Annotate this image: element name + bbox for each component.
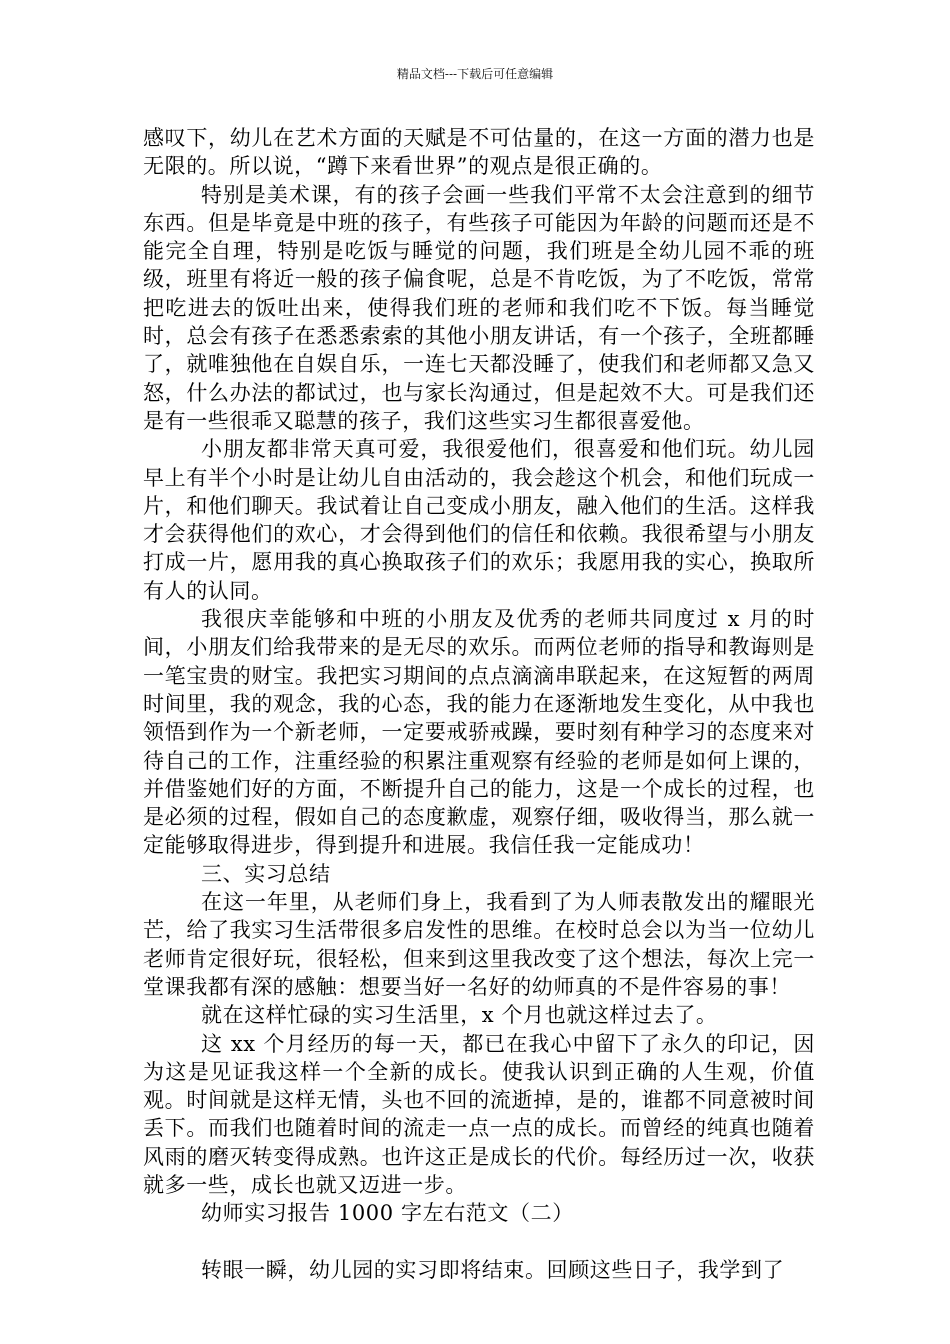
paragraph-6: 就在这样忙碌的实习生活里，x 个月也就这样过去了。 xyxy=(201,1003,718,1028)
paragraph-5: 在这一年里，从老师们身上，我看到了为人师表散发出的耀眼光芒，给了我实习生活带很多启发性的思维。在校时总会以为当一位幼儿老师肯定很好玩，很轻松，但来到这里我改变了这个想法，每次上完一堂课我都有深的感触：想要当好一名好的幼师真的不是件容易的事！ xyxy=(143,890,815,999)
document-body xyxy=(143,124,815,1284)
paragraph-3: 小朋友都非常天真可爱，我很爱他们，很喜爱和他们玩。幼儿园早上有半个小时是让幼儿自由活动的，我会趁这个机会，和他们玩成一片，和他们聊天。我试着让自己变成小朋友，融入他们的生活。这样我才会获得他们的欢心，才会得到他们的信任和依赖。我很希望与小朋友打成一片，愿用我的真心换取孩子们的欢乐；我愿用我的实心，换取所有人的认同。 xyxy=(143,437,815,603)
paragraph-4: 我很庆幸能够和中班的小朋友及优秀的老师共同度过 x 月的时间，小朋友们给我带来的是无尽的欢乐。而两位老师的指导和教诲则是一笔宝贵的财宝。我把实习期间的点点滴滴串联起来，在这短暂的两周时间里，我的观念，我的心态，我的能力在逐渐地发生变化，从中我也领悟到作为一个新老师，一定要戒骄戒躁，要时刻有种学习的态度来对待自己的工作，注重经验的积累注重观察有经验的老师是如何上课的，并借鉴她们好的方面，不断提升自己的能力，这是一个成长的过程，也是必须的过程，假如自己的态度歉虚，观察仔细，吸收得当，那么就一定能够取得进步，得到提升和进展。我信任我一定能成功！ xyxy=(143,607,815,858)
section-heading: 三、实习总结 xyxy=(201,861,331,886)
subtitle-heading: 幼师实习报告 1000 字左右范文（二） xyxy=(201,1201,574,1226)
blank-line xyxy=(143,1228,815,1256)
page-header: 精品文档---下载后可任意编辑 xyxy=(396,67,554,81)
paragraph-2: 特别是美术课，有的孩子会画一些我们平常不太会注意到的细节东西。但是毕竟是中班的孩子，有些孩子可能因为年龄的问题而还是不能完全自理，特别是吃饭与睡觉的问题，我们班是全幼儿园不乖的班级，班里有将近一般的孩子偏食呢，总是不肯吃饭，为了不吃饭，常常把吃进去的饭吐出来，使得我们班的老师和我们吃不下饭。每当睡觉时，总会有孩子在悉悉索索的其他小朋友讲话，有一个孩子，全班都睡了，就唯独他在自娱自乐，一连七天都没睡了，使我们和老师都又急又怒，什么办法的都试过，也与家长沟通过，但是起效不大。可是我们还是有一些很乖又聪慧的孩子，我们这些实习生都很喜爱他。 xyxy=(143,182,815,433)
paragraph-7: 这 xx 个月经历的每一天，都已在我心中留下了永久的印记，因为这是见证我这样一个全新的成长。使我认识到正确的人生观，价值观。时间就是这样无情，头也不回的流逝掉，是的，谁都不同意被时间丢下。而我们也随着时间的流走一点一点的成长。而曾经的纯真也随着风雨的磨灭转变得成熟。也许这正是成长的代价。每经历过一次，收获就多一些，成长也就又迈进一步。 xyxy=(143,1031,815,1197)
paragraph-1: 感叹下，幼儿在艺术方面的天赋是不可估量的，在这一方面的潜力也是无限的。所以说，“蹲下来看世界”的观点是很正确的。 xyxy=(143,126,815,179)
paragraph-8: 转眼一瞬，幼儿园的实习即将结束。回顾这些日子，我学到了 xyxy=(201,1257,785,1282)
